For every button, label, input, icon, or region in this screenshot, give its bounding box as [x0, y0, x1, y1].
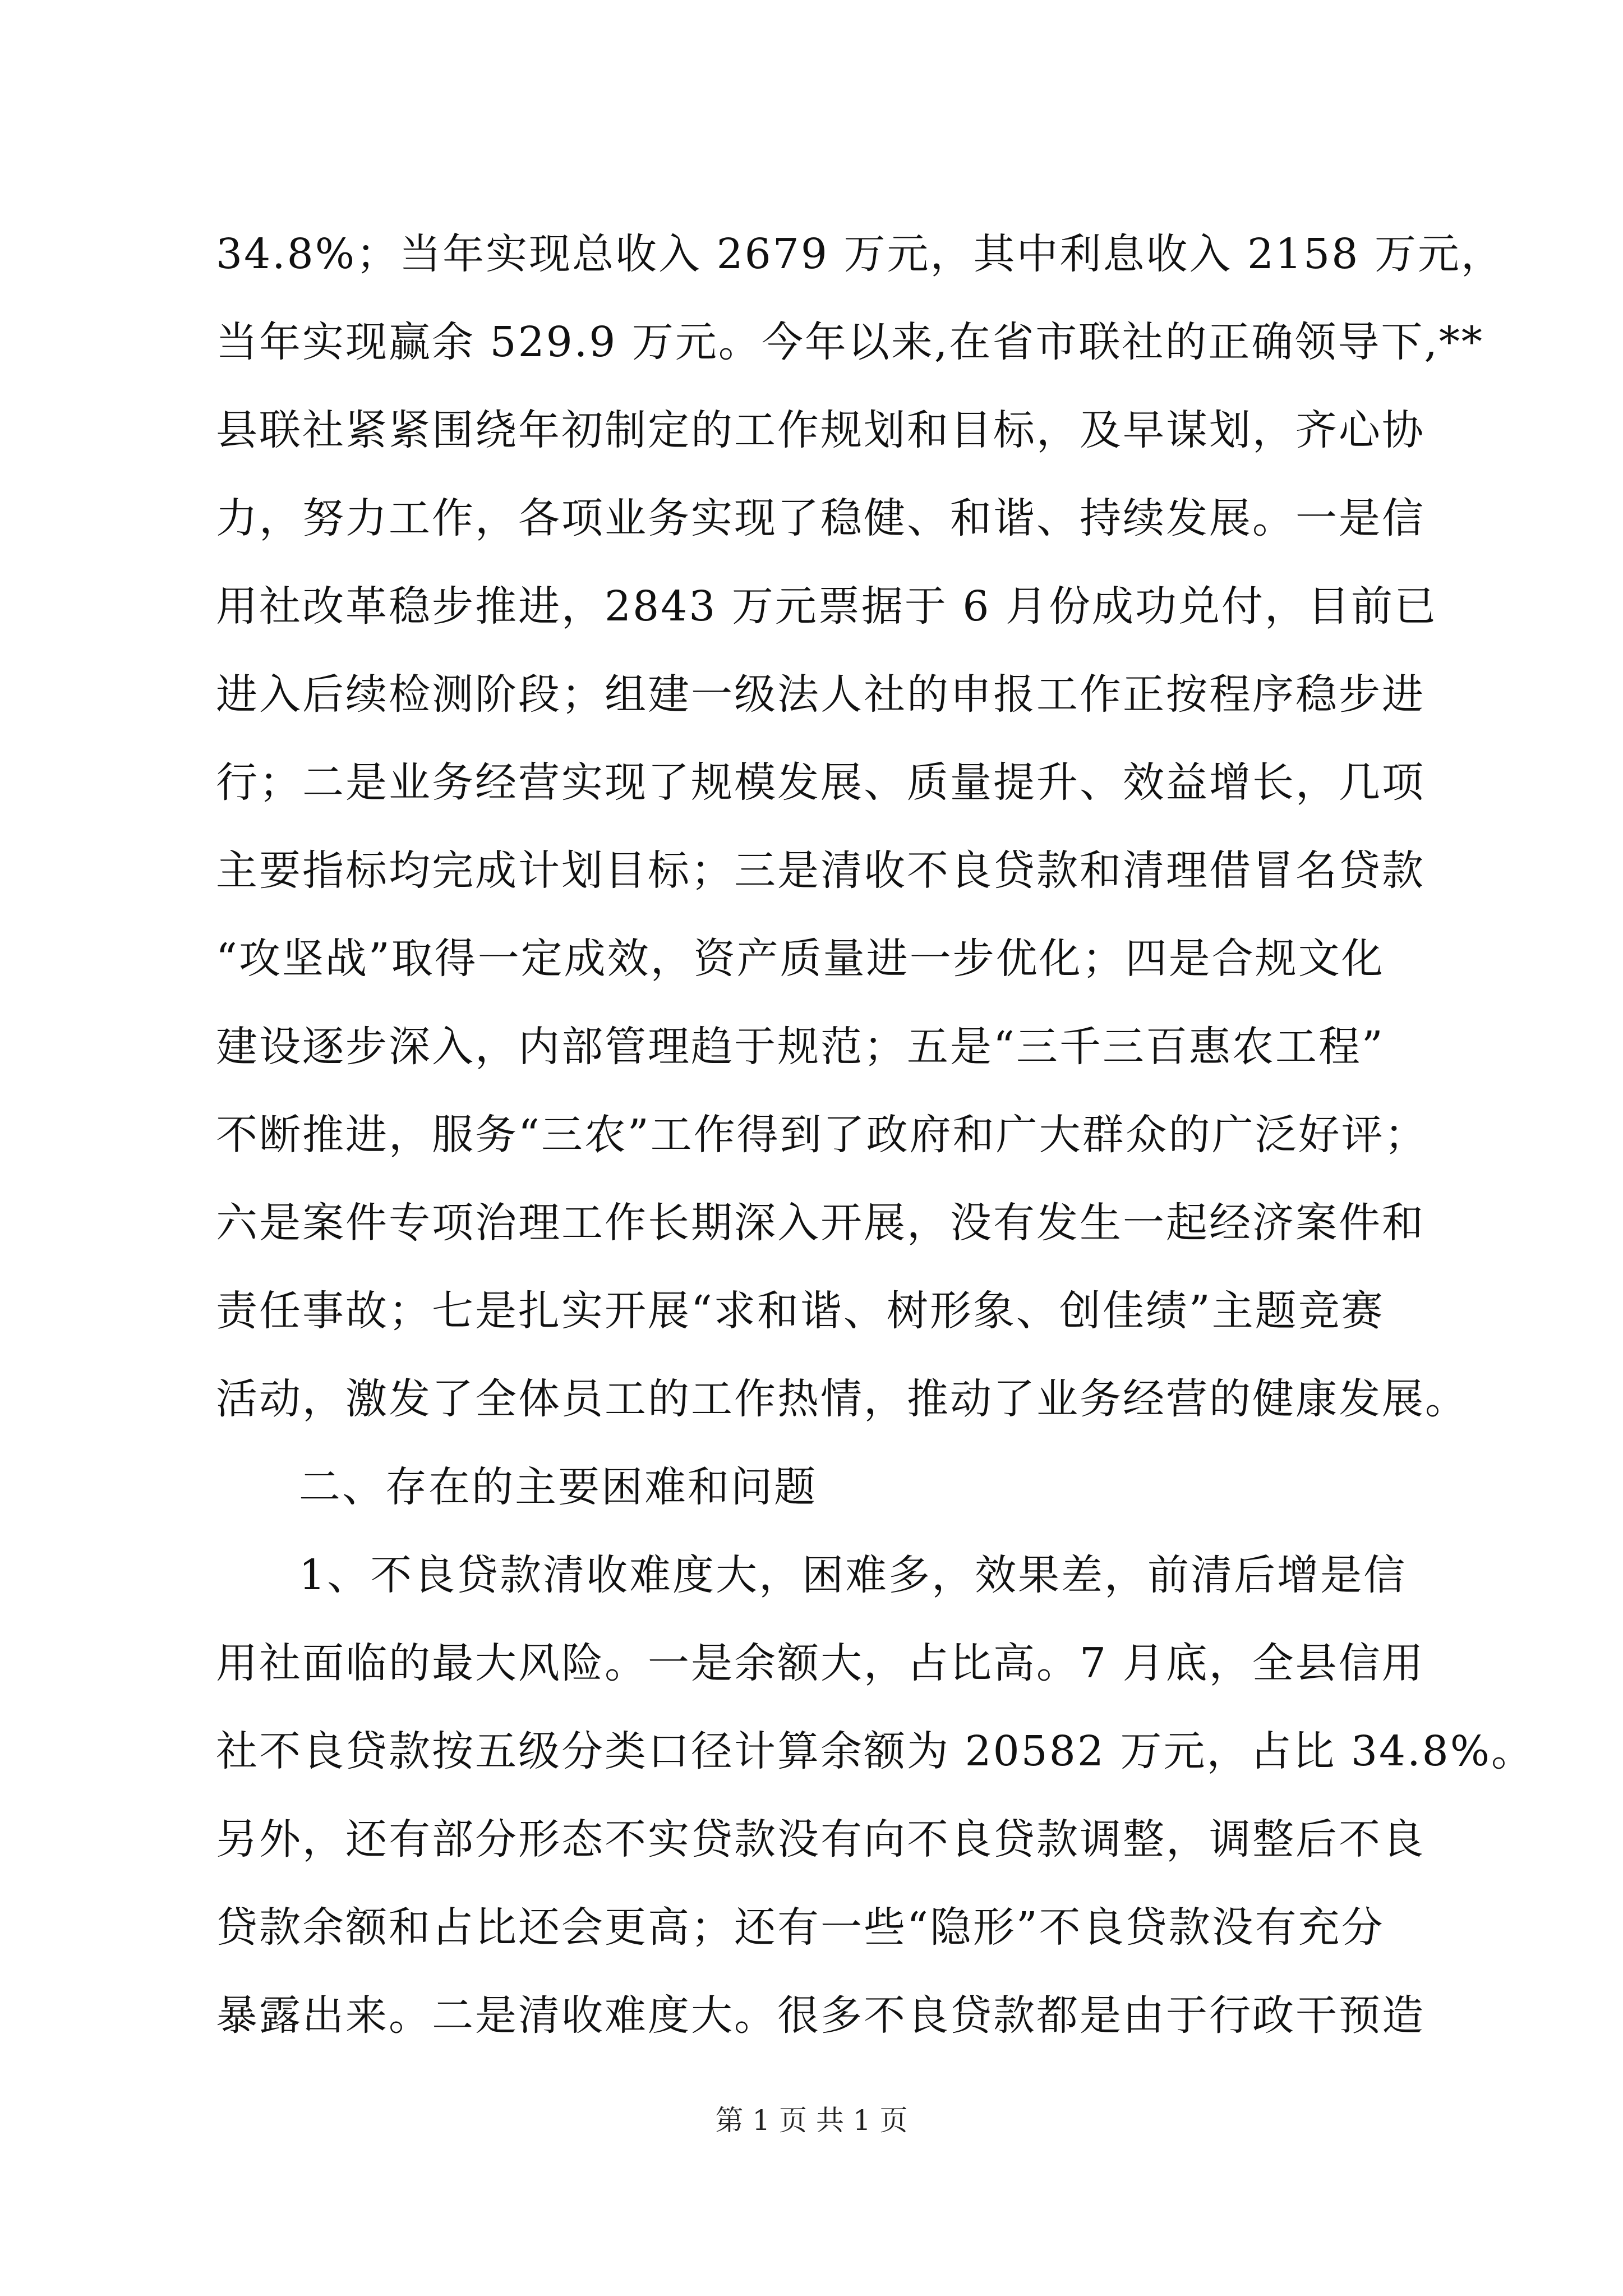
text-line: 责任事故；七是扎实开展“求和谐、树形象、创佳绩”主题竞赛: [216, 1287, 1385, 1335]
text-line: 主要指标均完成计划目标；三是清收不良贷款和清理借冒名贷款: [216, 846, 1425, 895]
text-line: 贷款余额和占比还会更高；还有一些“隐形”不良贷款没有充分: [216, 1903, 1385, 1952]
text-line: 暴露出来。二是清收难度大。很多不良贷款都是由于行政干预造: [216, 1991, 1425, 2040]
text-line: 34.8%；当年实现总收入 2679 万元，其中利息收入 2158 万元，: [216, 230, 1504, 278]
text-line: 不断推进，服务“三农”工作得到了政府和广大群众的广泛好评；: [216, 1111, 1428, 1159]
section-heading: 二、存在的主要困难和问题: [299, 1463, 817, 1511]
text-line: 县联社紧紧围绕年初制定的工作规划和目标，及早谋划，齐心协: [216, 406, 1425, 454]
body-text: [216, 210, 1535, 2060]
text-line: 六是案件专项治理工作长期深入开展，没有发生一起经济案件和: [216, 1199, 1425, 1247]
text-line: 力，努力工作，各项业务实现了稳健、和谐、持续发展。一是信: [216, 494, 1425, 542]
text-line: 另外，还有部分形态不实贷款没有向不良贷款调整，调整后不良: [216, 1815, 1425, 1864]
text-line: “攻坚战”取得一定成效，资产质量进一步优化；四是合规文化: [216, 935, 1385, 983]
text-line: 社不良贷款按五级分类口径计算余额为 20582 万元，占比 34.8%。: [216, 1727, 1535, 1775]
text-line: 行；二是业务经营实现了规模发展、质量提升、效益增长，几项: [216, 758, 1425, 807]
text-line: 用社面临的最大风险。一是余额大，占比高。7 月底，全县信用: [216, 1639, 1425, 1687]
text-line: 进入后续检测阶段；组建一级法人社的申报工作正按程序稳步进: [216, 670, 1425, 719]
text-line: 当年实现赢余 529.9 万元。今年以来,在省市联社的正确领导下,**: [216, 318, 1484, 366]
text-line: 1、不良贷款清收难度大，困难多，效果差，前清后增是信: [299, 1551, 1407, 1599]
text-line: 建设逐步深入，内部管理趋于规范；五是“三千三百惠农工程”: [216, 1023, 1385, 1071]
text-line: 用社改革稳步推进，2843 万元票据于 6 月份成功兑付，目前已: [216, 582, 1437, 631]
page-footer: 第 1 页 共 1 页: [715, 2104, 908, 2137]
text-line: 活动，激发了全体员工的工作热情，推动了业务经营的健康发展。: [216, 1375, 1468, 1423]
